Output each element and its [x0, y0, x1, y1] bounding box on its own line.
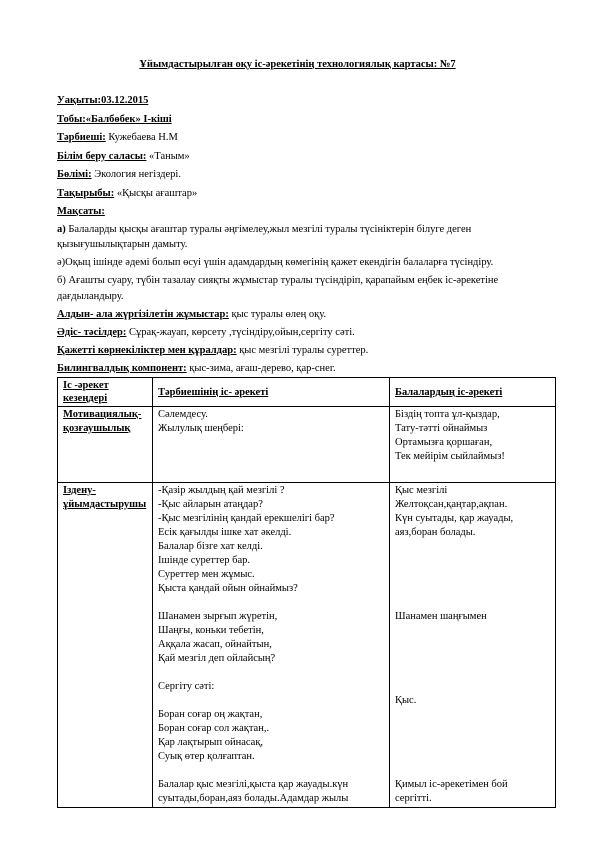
topic-line	[57, 187, 197, 200]
field-value: «Таным»	[146, 151, 190, 162]
goals-label: Мақсаты:	[57, 206, 105, 217]
cell-text-line	[395, 708, 550, 722]
cell-text-line: Ортамызға қоршаған,	[395, 437, 493, 448]
table-header-row	[58, 378, 556, 407]
cell-text-line: Балалар қыс мезгілі,қыста қар жауады.күн	[158, 779, 349, 790]
cell-text-line	[395, 624, 550, 638]
cell-text-line	[158, 764, 384, 778]
cell-text-line: Шаңғы, коньки тебетін,	[158, 625, 264, 636]
goal-a1-text: Балаларды қысқы ағаштар туралы әңгімелеу,жыл мезгілі туралы түсініктерін білуге деген	[65, 224, 472, 235]
cell-text-line	[395, 540, 550, 554]
cell-text-line: Боран соғар оң жақтан,	[158, 709, 263, 720]
prework-line	[57, 308, 326, 321]
date-value: 03.12.2015	[101, 95, 149, 106]
lesson-table	[57, 377, 556, 808]
header-stages: Іс -әрекет кезеңдері	[58, 378, 153, 407]
date-line	[57, 94, 148, 107]
topic-value: «Қысқы ағаштар»	[114, 188, 198, 199]
cell-text-line: Күн суытады, қар жауады,	[395, 513, 514, 524]
cell-text-line: Суреттер мен жұмыс.	[158, 569, 255, 580]
visual-line	[57, 344, 368, 357]
cell-text-line	[395, 722, 550, 736]
goal-a2: ә)Оқыц ішінде әдемі болып өсуі үшін адамдардың көмегінің қажет екендігін балаларға түсіндіру.	[57, 257, 494, 268]
field-line	[57, 150, 190, 163]
goal-a1-line1	[57, 223, 471, 236]
cell-text-line	[395, 554, 550, 568]
methods-label: Әдіс- тәсілдер:	[57, 327, 127, 338]
table-row	[58, 483, 556, 808]
cell-text-line: Боран соғар сол жақтан,.	[158, 723, 270, 734]
methods-line	[57, 326, 355, 339]
children-cell	[390, 407, 556, 483]
cell-text-line: Қар лақтырып ойнасақ,	[158, 737, 264, 748]
cell-text-line	[395, 568, 550, 582]
cell-text-line: Сәлемдесу.	[158, 409, 208, 420]
goal-a1-prefix: а)	[57, 224, 66, 235]
bilingual-label: Билингвалдық компонент:	[57, 363, 187, 374]
methods-value: Сұрақ-жауап, көрсету ,түсіндіру,ойын,сергіту сәті.	[126, 327, 355, 338]
cell-text-line: Есік қағылды ішке хат әкелді.	[158, 527, 292, 538]
goal-a1-line2: қызығушылықтарын дамыту.	[57, 239, 188, 250]
cell-text-line: Суық өтер қолғаптан.	[158, 751, 255, 762]
section-value: Экология негіздері.	[91, 169, 181, 180]
cell-text-line: Шанамен шаңғымен	[395, 611, 487, 622]
cell-text-line: аяз,боран болады.	[395, 527, 476, 538]
group-line	[57, 113, 172, 126]
cell-text-line	[395, 652, 550, 666]
teacher-value: Кужебаева Н.М	[105, 132, 178, 143]
teacher-cell	[153, 483, 390, 808]
cell-text-line: Қыста қандай ойын ойнаймыз?	[158, 583, 298, 594]
topic-label: Тақырыбы:	[57, 188, 115, 199]
cell-text-line: Аққала жасап, ойнайтын,	[158, 639, 272, 650]
teacher-line	[57, 131, 178, 144]
table-row	[58, 407, 556, 483]
cell-text-line: Қимыл іс-әрекетімен бой	[395, 779, 508, 790]
cell-text-line: суытады,боран,аяз болады.Адамдар жылы	[158, 793, 349, 804]
stage-label: Іздену-	[63, 485, 96, 496]
goal-b-line2: дағдыландыру.	[57, 291, 124, 302]
cell-text-line	[395, 736, 550, 750]
cell-text-line: Қай мезгіл деп ойлайсың?	[158, 653, 276, 664]
goals-line	[57, 205, 105, 218]
section-line	[57, 168, 181, 181]
header-children: Балалардың іс-әрекеті	[390, 378, 556, 407]
cell-text-line: Желтоқсан,қаңтар,ақпан.	[395, 499, 508, 510]
cell-text-line	[395, 596, 550, 610]
cell-text-line: Жылулық шеңбері:	[158, 423, 244, 434]
cell-text-line: -Қазір жылдың қай мезгілі ?	[158, 485, 285, 496]
cell-text-line: -Қыс айларын атаңдар?	[158, 499, 263, 510]
header-teacher: Тәрбиешінің іс- әрекеті	[153, 378, 390, 407]
stage-cell	[58, 407, 153, 483]
cell-text-line: Қыс мезгілі	[395, 485, 448, 496]
cell-text-line: Сергіту сәті:	[158, 681, 215, 692]
group-label: Тобы:	[57, 114, 86, 125]
cell-text-line	[395, 582, 550, 596]
visual-label: Қажетті көрнекіліктер мен құралдар:	[57, 345, 237, 356]
bilingual-value: қыс-зима, ағаш-дерево, қар-снег.	[186, 363, 336, 374]
teacher-label: Тәрбиеші:	[57, 132, 106, 143]
visual-value: қыс мезгілі туралы суреттер.	[236, 345, 369, 356]
cell-text-line: -Қыс мезгілінің қандай ерекшелігі бар?	[158, 513, 335, 524]
children-cell	[390, 483, 556, 808]
cell-text-line	[395, 750, 550, 764]
prework-value: қыс туралы өлең оқу.	[228, 309, 327, 320]
cell-text-line: Тек мейірім сыйлаймыз!	[395, 451, 505, 462]
cell-text-line: Шанамен зырғып жүретін,	[158, 611, 278, 622]
bilingual-line	[57, 362, 336, 375]
cell-text-line	[158, 694, 384, 708]
stage-label: ұйымдастырушы	[63, 499, 147, 510]
teacher-cell	[153, 407, 390, 483]
cell-text-line: Қыс.	[395, 695, 417, 706]
cell-text-line	[158, 596, 384, 610]
page-title: Ұйымдастырылған оқу іс-әрекетінің технологиялық картасы: №7	[139, 59, 456, 70]
cell-text-line: Балалар бізге хат келді.	[158, 541, 263, 552]
cell-text-line	[395, 638, 550, 652]
group-value: «Балбөбек» І-кіші	[85, 114, 172, 125]
cell-text-line: Тату-тәтті ойнаймыз	[395, 423, 488, 434]
goal-b-line1: б) Ағашты суару, түбін тазалау сияқты жұмыстар туралы түсіндіріп, қарапайым еңбек іс-әрекетіне	[57, 275, 499, 286]
prework-label: Алдын- ала жүргізілетін жұмыстар:	[57, 309, 229, 320]
cell-text-line: Біздің топта ұл-қыздар,	[395, 409, 500, 420]
cell-text-line: сергітті.	[395, 793, 432, 804]
stage-cell	[58, 483, 153, 808]
date-label: Уақыты:	[57, 95, 102, 106]
cell-text-line	[395, 666, 550, 680]
cell-text-line	[158, 666, 384, 680]
cell-text-line: Ішінде суреттер бар.	[158, 555, 251, 566]
field-label: Білім беру саласы:	[57, 151, 147, 162]
section-label: Бөлімі:	[57, 169, 92, 180]
stage-label: қозғаушылық	[63, 423, 131, 434]
cell-text-line	[395, 680, 550, 694]
cell-text-line	[395, 764, 550, 778]
stage-label: Мотивациялық-	[63, 409, 142, 420]
